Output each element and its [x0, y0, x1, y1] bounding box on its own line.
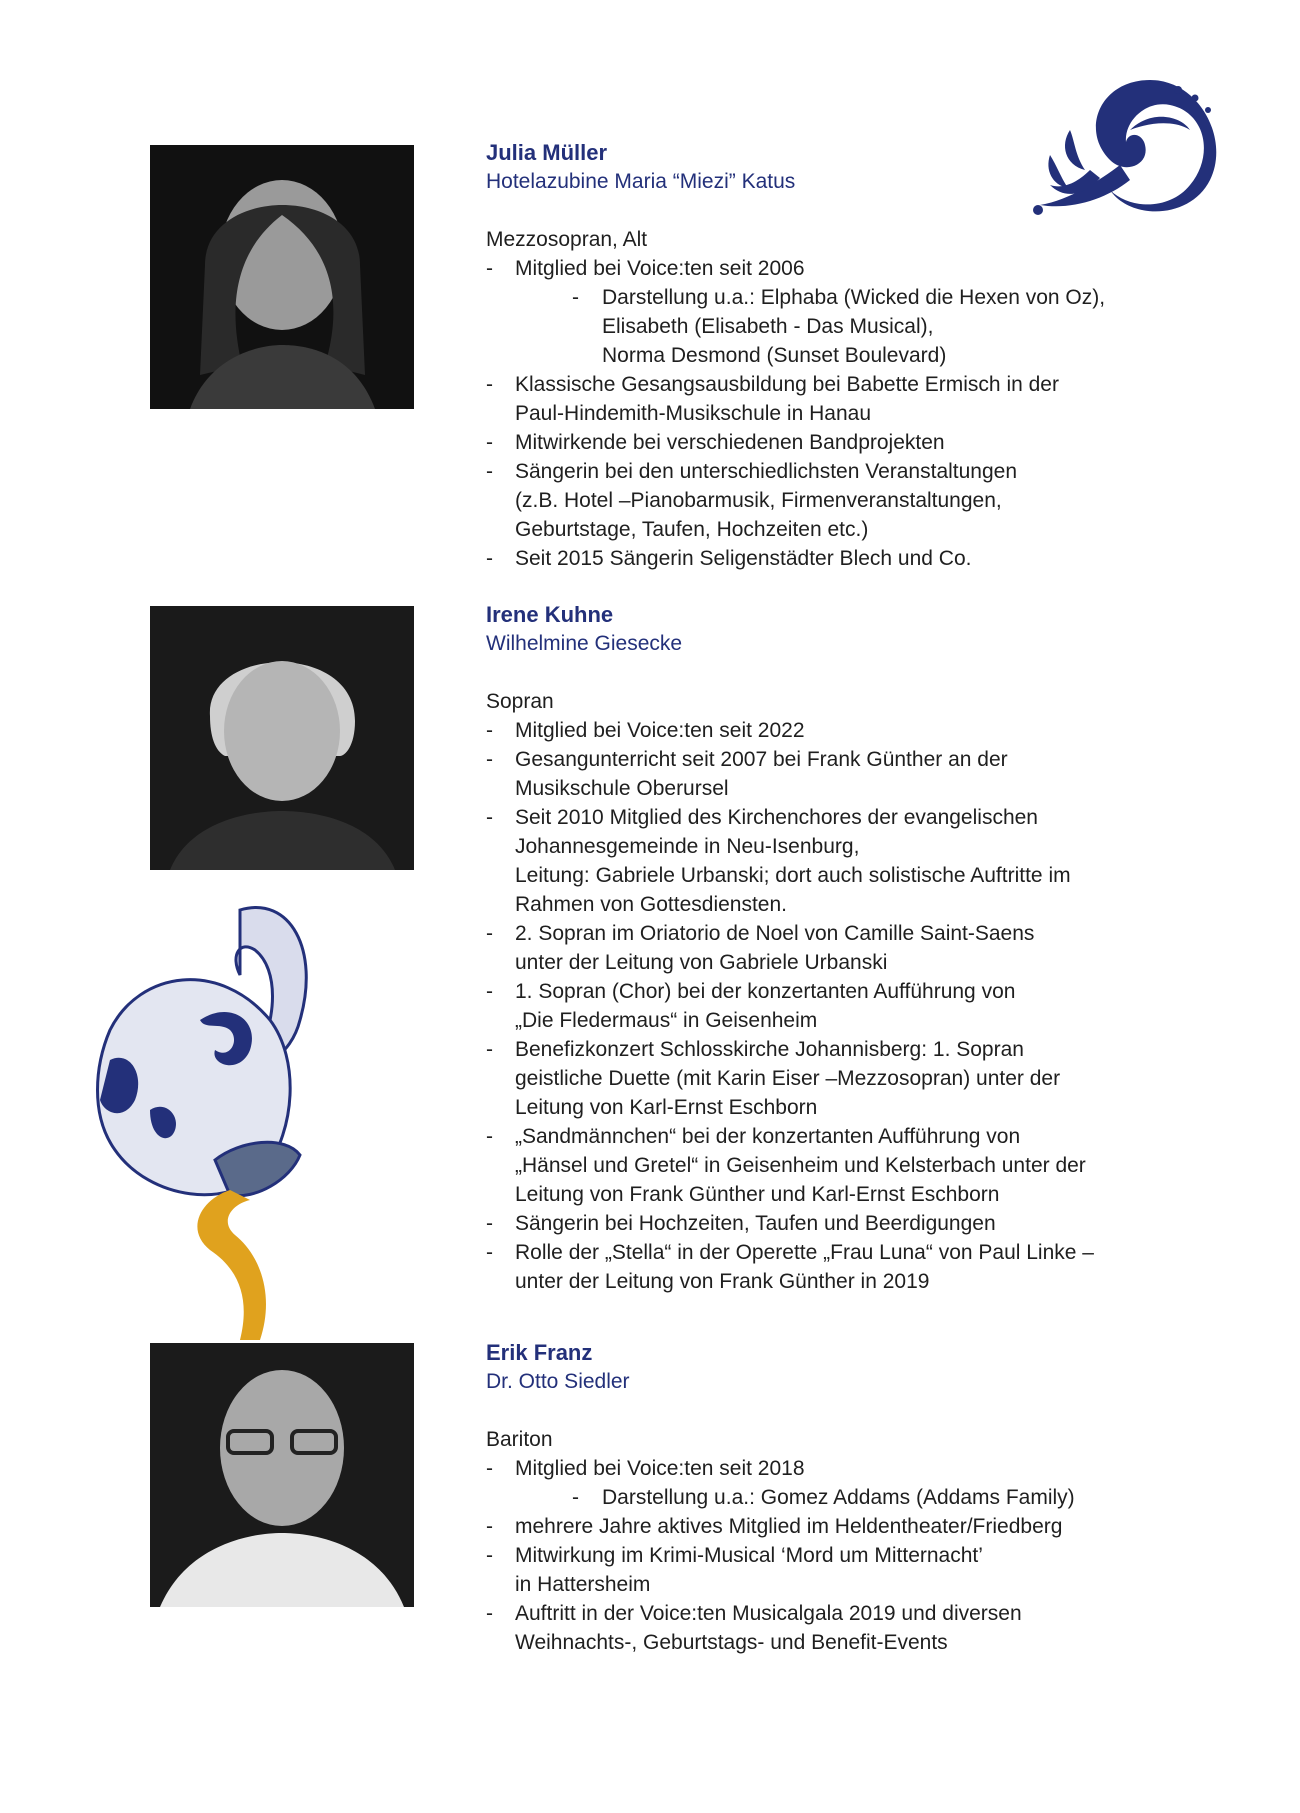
bio-item: - Sängerin bei Hochzeiten, Taufen und Beerdigungen	[486, 1209, 1186, 1238]
bio-continuation: unter der Leitung von Frank Günther in 2019	[515, 1270, 930, 1293]
role-name: Wilhelmine Giesecke	[486, 632, 683, 655]
portrait-photo-julia	[150, 145, 414, 409]
role-name: Hotelazubine Maria “Miezi” Katus	[486, 170, 796, 193]
bio-item: - Klassische Gesangsausbildung bei Babette Ermisch in der	[486, 370, 1186, 399]
bio-item: - Benefizkonzert Schlosskirche Johannisberg: 1. Sopran	[486, 1035, 1186, 1064]
bio-continuation: Leitung von Frank Günther und Karl-Ernst Eschborn	[515, 1183, 1000, 1206]
bio-continuation: Weihnachts-, Geburtstags- und Benefit-Events	[515, 1631, 948, 1654]
bio-item: - Mitglied bei Voice:ten seit 2006	[486, 254, 1186, 283]
bio-item: - Mitglied bei Voice:ten seit 2022	[486, 716, 1186, 745]
person-name: Irene Kuhne	[486, 602, 614, 627]
bio-continuation: Leitung: Gabriele Urbanski; dort auch solistische Auftritte im	[515, 864, 1071, 887]
bio-julia	[486, 138, 1186, 573]
bio-continuation: Johannesgemeinde in Neu-Isenburg,	[515, 835, 860, 858]
bio-list	[486, 1454, 1186, 1657]
bio-list	[486, 254, 1186, 573]
bio-item: - Mitwirkung im Krimi-Musical ‘Mord um Mitternacht’	[486, 1541, 1186, 1570]
bio-irene	[486, 600, 1186, 1296]
voice-type: Mezzosopran, Alt	[486, 228, 648, 251]
bio-item: - Sängerin bei den unterschiedlichsten Veranstaltungen	[486, 457, 1186, 486]
person-name: Julia Müller	[486, 140, 608, 165]
bio-continuation: Elisabeth (Elisabeth - Das Musical),	[602, 315, 934, 338]
bio-continuation: Musikschule Oberursel	[515, 777, 729, 800]
role-name: Dr. Otto Siedler	[486, 1370, 630, 1393]
bio-item: - Mitglied bei Voice:ten seit 2018	[486, 1454, 1186, 1483]
bio-continuation: Rahmen von Gottesdiensten.	[515, 893, 787, 916]
bio-item: - mehrere Jahre aktives Mitglied im Heldentheater/Friedberg	[486, 1512, 1186, 1541]
bio-continuation: „Die Fledermaus“ in Geisenheim	[515, 1009, 818, 1032]
bio-continuation: unter der Leitung von Gabriele Urbanski	[515, 951, 888, 974]
bio-item: - Rolle der „Stella“ in der Operette „Frau Luna“ von Paul Linke –	[486, 1238, 1186, 1267]
bio-continuation: Paul-Hindemith-Musikschule in Hanau	[515, 402, 871, 425]
bio-continuation: „Hänsel und Gretel“ in Geisenheim und Kelsterbach unter der	[515, 1154, 1086, 1177]
portrait-photo-irene	[150, 606, 414, 870]
portrait-photo-erik	[150, 1343, 414, 1607]
bio-continuation: in Hattersheim	[515, 1573, 651, 1596]
bio-subitem: - Darstellung u.a.: Elphaba (Wicked die Hexen von Oz),	[486, 283, 1186, 312]
bio-item: - 2. Sopran im Oriatorio de Noel von Camille Saint-Saens	[486, 919, 1186, 948]
bio-item: - Mitwirkende bei verschiedenen Bandprojekten	[486, 428, 1186, 457]
bio-item: - Seit 2015 Sängerin Seligenstädter Blech und Co.	[486, 544, 1186, 573]
bio-item: - Auftritt in der Voice:ten Musicalgala 2019 und diversen	[486, 1599, 1186, 1628]
bio-item: - Gesangunterricht seit 2007 bei Frank Günther an der	[486, 745, 1186, 774]
bio-continuation: geistliche Duette (mit Karin Eiser –Mezzosopran) unter der	[515, 1067, 1061, 1090]
bio-continuation: Leitung von Karl-Ernst Eschborn	[515, 1096, 818, 1119]
voice-type: Bariton	[486, 1428, 553, 1451]
voice-type: Sopran	[486, 690, 554, 713]
bio-continuation: Norma Desmond (Sunset Boulevard)	[602, 344, 947, 367]
bio-subitem: - Darstellung u.a.: Gomez Addams (Addams Family)	[486, 1483, 1186, 1512]
bio-continuation: Geburtstage, Taufen, Hochzeiten etc.)	[515, 518, 869, 541]
bio-list	[486, 716, 1186, 1296]
bio-erik	[486, 1338, 1186, 1657]
bio-item: - 1. Sopran (Chor) bei der konzertanten Aufführung von	[486, 977, 1186, 1006]
bio-item: - „Sandmännchen“ bei der konzertanten Aufführung von	[486, 1122, 1186, 1151]
person-name: Erik Franz	[486, 1340, 593, 1365]
bio-item: - Seit 2010 Mitglied des Kirchenchores der evangelischen	[486, 803, 1186, 832]
bio-continuation: (z.B. Hotel –Pianobarmusik, Firmenveranstaltungen,	[515, 489, 1002, 512]
pouring-jug-illustration	[90, 900, 340, 1350]
